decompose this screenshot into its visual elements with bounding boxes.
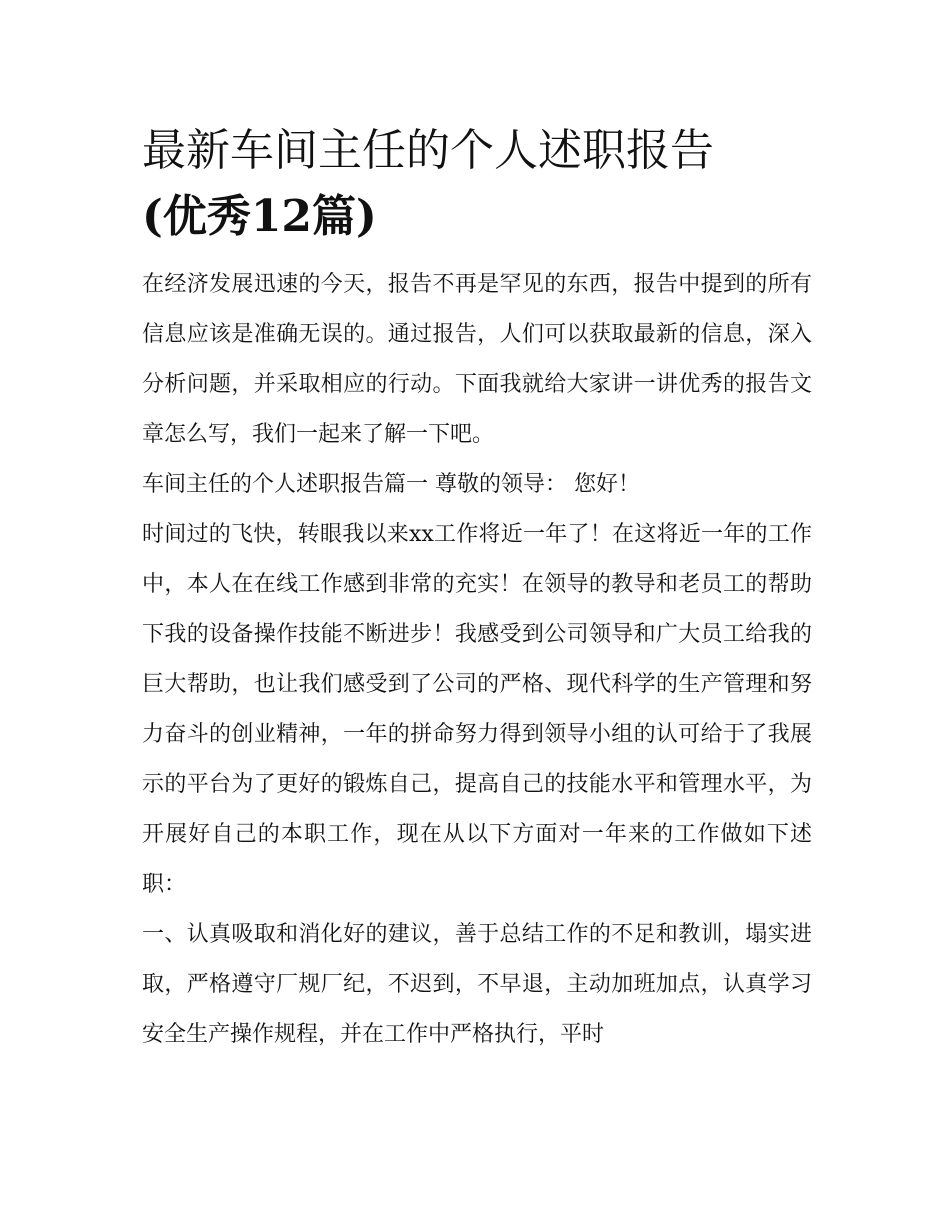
intro-paragraph: 在经济发展迅速的今天，报告不再是罕见的东西，报告中提到的所有信息应该是准确无误的。通过报告，人们可以获取最新的信息，深入分析问题，并采取相应的行动。下面我就给大家讲一讲优秀的报告文章怎么写，我们一起来了解一下吧。 <box>142 272 812 447</box>
document-content <box>142 118 812 1060</box>
document-body <box>142 260 812 1060</box>
title-line-2: (优秀12篇) <box>142 191 377 242</box>
title-line-1: 最新车间主任的个人述职报告 <box>142 125 714 176</box>
section-heading-paragraph: 车间主任的个人述职报告篇一 尊敬的领导： 您好！ <box>142 472 640 497</box>
point-one-paragraph: 一、认真吸取和消化好的建议，善于总结工作的不足和教训，塌实进取，严格遵守厂规厂纪，不迟到，不早退，主动加班加点，认真学习安全生产操作规程，并在工作中严格执行，平时 <box>142 922 812 1047</box>
document-title <box>142 118 812 250</box>
body-paragraph: 时间过的飞快，转眼我以来xx工作将近一年了！在这将近一年的工作中，本人在在线工作感到非常的充实！在领导的教导和老员工的帮助下我的设备操作技能不断进步！我感受到公司领导和广大员工给我的巨大帮助，也让我们感受到了公司的严格、现代科学的生产管理和努力奋斗的创业精神，一年的拼命努力得到领导小组的认可给于了我展示的平台为了更好的锻炼自己，提高自己的技能水平和管理水平，为开展好自己的本职工作，现在从以下方面对一年来的工作做如下述职： <box>142 522 812 897</box>
